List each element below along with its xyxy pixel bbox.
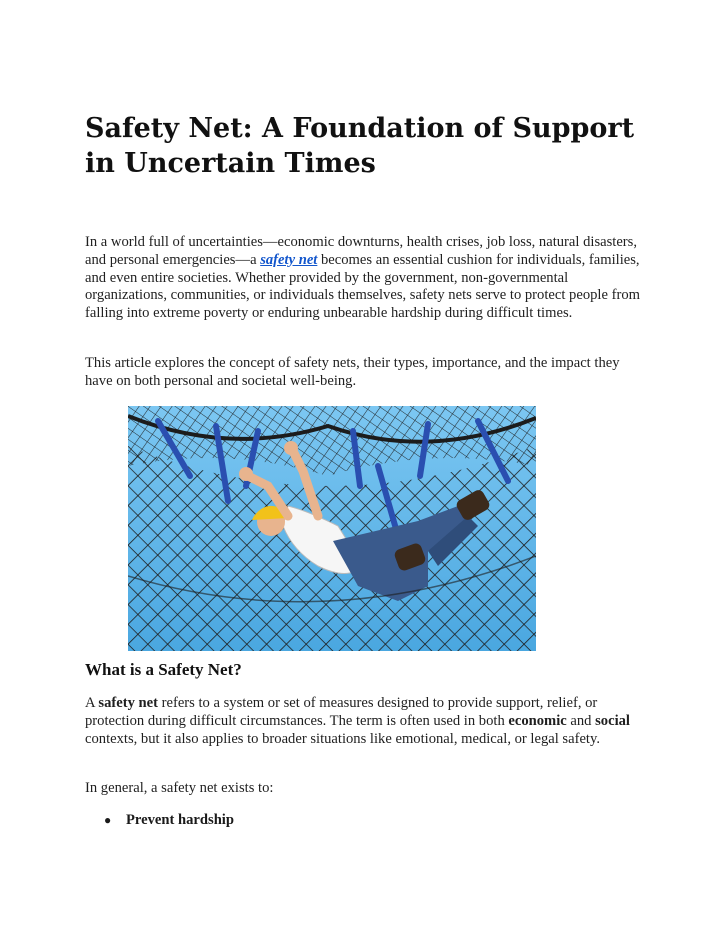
definition-end: contexts, but it also applies to broader situations like emotional, medical, or legal safety. bbox=[85, 730, 600, 747]
overview-paragraph: This article explores the concept of safety nets, their types, importance, and the impact they have on both personal and societal well-being. bbox=[85, 355, 620, 389]
definition-term: safety net bbox=[98, 695, 158, 711]
list-item bbox=[104, 812, 234, 829]
safety-net-photo bbox=[128, 406, 536, 651]
safety-net-link[interactable]: safety net bbox=[260, 251, 318, 268]
general-intro: In general, a safety net exists to: bbox=[85, 780, 274, 796]
definition-economic: economic bbox=[508, 712, 567, 729]
intro-paragraph bbox=[85, 234, 640, 323]
definition-mid: refers to a system or set of measures designed to provide support, relief, or protection during difficult circumstances. The term is often used in both bbox=[85, 695, 598, 729]
definition-paragraph bbox=[85, 695, 640, 748]
intro-text-after: becomes an essential cushion for individuals, families, and even entire societies. Whether provided by the government, non-governmental organizations, communities, or individuals themselves, safety nets serve to protect people from falling into extreme poverty or enduring unbearable hardship during difficult times. bbox=[85, 251, 640, 322]
definition-social: social bbox=[595, 712, 630, 729]
intro-text-before: In a world full of uncertainties—economic downturns, health crises, job loss, natural disasters, and personal emergencies—a bbox=[85, 234, 637, 268]
bullet-dot-icon: ● bbox=[104, 813, 112, 827]
list-item-label: Prevent hardship bbox=[126, 812, 234, 828]
definition-a: A bbox=[85, 695, 99, 711]
section-heading: What is a Safety Net? bbox=[85, 660, 242, 679]
definition-and: and bbox=[566, 712, 596, 729]
article-title: Safety Net: A Foundation of Support in Uncertain Times bbox=[85, 113, 635, 179]
